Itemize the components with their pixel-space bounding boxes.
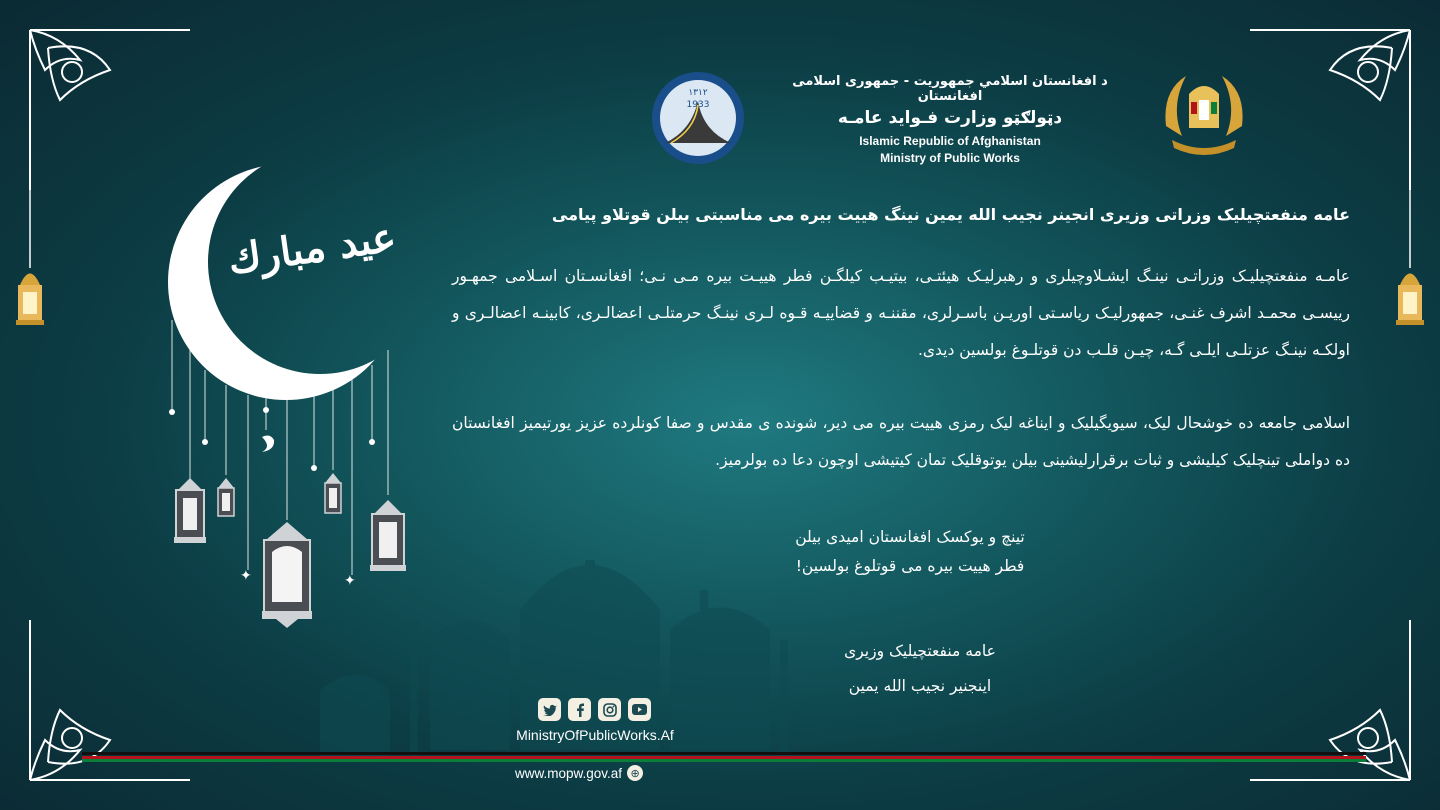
ministry-header — [780, 74, 1120, 165]
svg-text:✦: ✦ — [344, 573, 356, 589]
eid-mubarak-calligraphy: عيد مبارك — [225, 213, 399, 284]
message-paragraph-1: عامـه منفعتچیلیـک وزراتـی نینـگ ایشـلاوچیلری و رهبرلیـک هیئتـی، بیتیـب کیلگـن فطر هییـت بیره مـی نـی؛ افغانسـتان اسـلامی جمهـور ریيسـی محمـد اشرف غنـی، جمهورلیـک ریاسـتی اوریـن باسـرلری، مقننـه و قضاییـه قـوه لـری نینـگ حرمتلـی اعضالـری، کابینـه اعضالـری و اولکـه نینـگ عزتلـی ایلـی گـه، چیـن قلـب دن قوتلـوغ بولسین دیدی. — [452, 267, 1350, 359]
ministry-logo — [651, 71, 745, 165]
social-icons — [538, 698, 651, 721]
lantern-5 — [370, 500, 406, 571]
svg-text:1933: 1933 — [686, 100, 710, 110]
svg-text:✦: ✦ — [240, 568, 252, 584]
website-url[interactable]: www.mopw.gov.af — [515, 765, 623, 781]
globe-icon: ⊕ — [627, 765, 643, 781]
signature — [760, 634, 1080, 704]
closing-line-2: فطر هییت بیره می قوتلوغ بولسین! — [795, 557, 1025, 575]
lantern-4 — [325, 473, 341, 513]
flag-stripe — [82, 752, 1366, 762]
closing-line-1: تینچ و یوکسک افغانستان امیدی بیلن — [795, 528, 1025, 546]
message-paragraph-2: اسلامی جامعه ده خوشحال لیک، سیویگیلیک و ایناغه لیک رمزی هییت بیره می دیر، شونده ی مقدس و صفا کونلرده عزیز یورتیمیز افغانستان ده دواملی تینچلیک کیلیشی و ثبات برقرارلیشینی بیلن یوتوقلیک تمان کیتیشی اوچون دعا ده بولرمیز. — [452, 414, 1350, 469]
svg-text:۱۳۱۲: ۱۳۱۲ — [688, 88, 708, 98]
instagram-icon[interactable] — [598, 698, 621, 721]
facebook-icon[interactable] — [568, 698, 591, 721]
closing-lines — [760, 523, 1060, 581]
signature-name: اینجنیر نجیب الله یمین — [848, 677, 992, 695]
youtube-icon[interactable] — [628, 698, 651, 721]
national-emblem — [1156, 66, 1252, 160]
website-link[interactable] — [515, 765, 643, 781]
social-handle[interactable]: MinistryOfPublicWorks.Af — [516, 727, 674, 743]
message-title: عامه منفعتچیلیک وزراتی وزیری انجینر نجیب الله یمین نینگ هییت بیره می مناسبتی بیلن قوتلاو پیامی — [551, 205, 1350, 224]
header-line-3: Islamic Republic of Afghanistan — [859, 134, 1041, 148]
signature-title: عامه منفعتچیلیک وزیری — [844, 642, 996, 660]
header-line-1: د افغانستان اسلامي جمهوريت - جمهوری اسلامی افغانستان — [792, 74, 1108, 104]
lantern-2 — [218, 478, 234, 516]
twitter-icon[interactable] — [538, 698, 561, 721]
lantern-3 — [262, 522, 312, 628]
lantern-1 — [174, 478, 206, 543]
header-line-2: دټولګټو وزارت فـوايد عامـه — [837, 108, 1063, 128]
header-line-4: Ministry of Public Works — [880, 151, 1020, 165]
